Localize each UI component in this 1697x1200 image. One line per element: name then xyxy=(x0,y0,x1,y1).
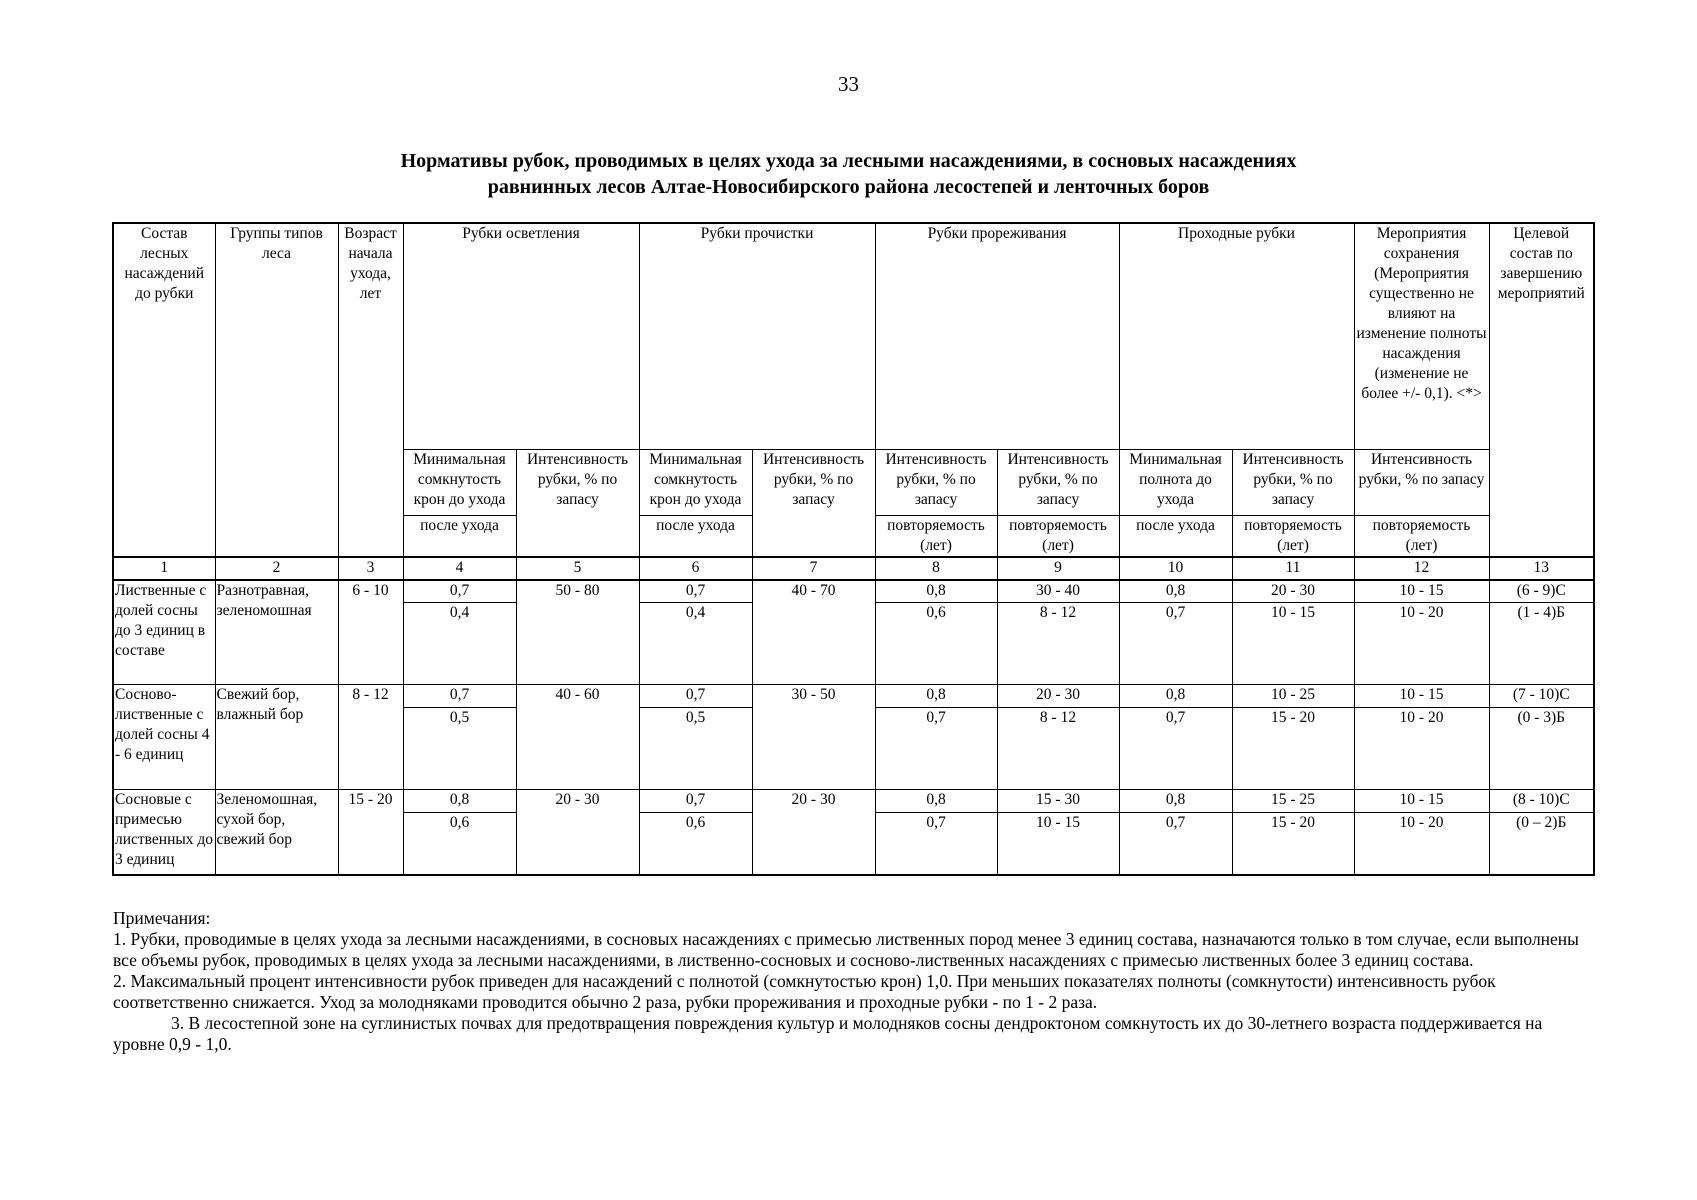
value-cell: 0,4 xyxy=(403,603,516,685)
value-cell: 50 - 80 xyxy=(516,580,639,603)
notes-heading: Примечания: xyxy=(113,908,211,928)
value-cell xyxy=(516,813,639,875)
col-number: 5 xyxy=(516,557,639,580)
col-number: 2 xyxy=(215,557,338,580)
value-cell: 0,8 xyxy=(875,685,997,708)
age-cell: 8 - 12 xyxy=(338,685,403,708)
header-row-1 xyxy=(113,223,1594,449)
composition-cell: Сосново-лиственные с долей сосны 4 - 6 единиц xyxy=(113,685,215,790)
value-cell: 0,6 xyxy=(403,813,516,875)
sub-intens-3: Интенсивность рубки, % по запасу xyxy=(875,449,997,515)
col-number: 8 xyxy=(875,557,997,580)
page-number: 33 xyxy=(838,72,859,96)
value-cell: 0,7 xyxy=(403,685,516,708)
sub-min-polnota: Минимальная полнота до ухода xyxy=(1119,449,1232,515)
value-cell: 20 - 30 xyxy=(752,790,875,813)
col-number: 3 xyxy=(338,557,403,580)
value-cell: (1 - 4)Б xyxy=(1489,603,1594,685)
notes-section xyxy=(113,908,1593,1055)
header-osvetlenie: Рубки осветления xyxy=(403,223,639,449)
age-cell: 15 - 20 xyxy=(338,790,403,813)
table-row xyxy=(113,790,1594,813)
value-cell: 0,5 xyxy=(639,708,752,790)
value-cell: 0,7 xyxy=(1119,603,1232,685)
value-cell: 10 - 15 xyxy=(1354,790,1489,813)
col-number: 9 xyxy=(997,557,1119,580)
sub-povtor-2: повторяемость (лет) xyxy=(997,515,1119,557)
value-cell: (8 - 10)С xyxy=(1489,790,1594,813)
value-cell: 20 - 30 xyxy=(997,685,1119,708)
col-number: 4 xyxy=(403,557,516,580)
header-composition: Состав лесных насаждений до рубки xyxy=(113,223,215,557)
sub-posle-3: после ухода xyxy=(1119,515,1232,557)
value-cell xyxy=(752,813,875,875)
sub-posle-2: после ухода xyxy=(639,515,752,557)
age-cell-empty xyxy=(338,813,403,875)
value-cell: 0,6 xyxy=(875,603,997,685)
header-tselevoy: Целевой состав по завершению мероприятий xyxy=(1489,223,1594,557)
sub-min-somk-2: Минимальная сомкнутость крон до ухода xyxy=(639,449,752,515)
forest-types-cell: Зеленомошная, сухой бор, свежий бор xyxy=(215,790,338,875)
value-cell: 0,7 xyxy=(639,580,752,603)
forest-types-cell: Разнотравная, зеленомошная xyxy=(215,580,338,685)
value-cell: 0,8 xyxy=(1119,790,1232,813)
title-line-2: равнинных лесов Алтае-Новосибирского района лесостепей и ленточных боров xyxy=(487,176,1210,198)
value-cell: 0,7 xyxy=(403,580,516,603)
col-number: 10 xyxy=(1119,557,1232,580)
value-cell: (6 - 9)С xyxy=(1489,580,1594,603)
value-cell: 10 - 20 xyxy=(1354,708,1489,790)
value-cell: 30 - 40 xyxy=(997,580,1119,603)
note-3: 3. В лесостепной зоне на суглинистых почвах для предотвращения повреждения культур и молодняков сосны дендроктоном сомкнутость их до 30-летнего возраста поддерживается на уровне 0,9 - 1,0. xyxy=(113,1013,1543,1054)
header-meropriyatiya: Мероприятия сохранения (Мероприятия существенно не влияют на изменение полноты насаждения (изменение не более +/- 0,1). <*> xyxy=(1354,223,1489,449)
document-title xyxy=(140,148,1557,200)
value-cell xyxy=(752,708,875,790)
sub-povtor-4: повторяемость (лет) xyxy=(1354,515,1489,557)
sub-intens-5: Интенсивность рубки, % по запасу xyxy=(1232,449,1354,515)
value-cell: (7 - 10)С xyxy=(1489,685,1594,708)
value-cell: 10 - 15 xyxy=(997,813,1119,875)
value-cell: 8 - 12 xyxy=(997,708,1119,790)
value-cell: 10 - 20 xyxy=(1354,813,1489,875)
value-cell: 15 - 20 xyxy=(1232,813,1354,875)
col-number: 1 xyxy=(113,557,215,580)
header-prochistki: Рубки прочистки xyxy=(639,223,875,449)
value-cell: 10 - 20 xyxy=(1354,603,1489,685)
col-number: 12 xyxy=(1354,557,1489,580)
value-cell: (0 – 2)Б xyxy=(1489,813,1594,875)
value-cell: (0 - 3)Б xyxy=(1489,708,1594,790)
value-cell: 0,8 xyxy=(875,790,997,813)
value-cell: 0,7 xyxy=(1119,708,1232,790)
sub-min-somk-1: Минимальная сомкнутость крон до ухода xyxy=(403,449,516,515)
header-prokhodnye: Проходные рубки xyxy=(1119,223,1354,449)
value-cell: 0,4 xyxy=(639,603,752,685)
sub-povtor-1: повторяемость (лет) xyxy=(875,515,997,557)
header-prorezhivanie: Рубки прореживания xyxy=(875,223,1119,449)
forest-types-cell: Свежий бор, влажный бор xyxy=(215,685,338,790)
value-cell: 0,7 xyxy=(875,708,997,790)
value-cell: 10 - 15 xyxy=(1354,580,1489,603)
value-cell: 15 - 30 xyxy=(997,790,1119,813)
value-cell: 10 - 25 xyxy=(1232,685,1354,708)
col-number: 7 xyxy=(752,557,875,580)
sub-intens-2: Интенсивность рубки, % по запасу xyxy=(752,449,875,557)
header-forest-types: Группы типов леса xyxy=(215,223,338,557)
value-cell: 10 - 15 xyxy=(1354,685,1489,708)
composition-cell: Лиственные с долей сосны до 3 единиц в составе xyxy=(113,580,215,685)
sub-intens-4: Интенсивность рубки, % по запасу xyxy=(997,449,1119,515)
value-cell xyxy=(516,708,639,790)
sub-intens-6: Интенсивность рубки, % по запасу xyxy=(1354,449,1489,515)
col-number: 6 xyxy=(639,557,752,580)
title-line-1: Нормативы рубок, проводимых в целях ухода за лесными насаждениями, в сосновых насаждениях xyxy=(400,150,1297,172)
col-number: 11 xyxy=(1232,557,1354,580)
value-cell: 0,8 xyxy=(1119,580,1232,603)
header-age: Возраст начала ухода, лет xyxy=(338,223,403,557)
note-1: 1. Рубки, проводимые в целях ухода за лесными насаждениями, в сосновых насаждениях с примесью лиственных пород менее 3 единиц состава, назначаются только в том случае, если выполнены все объемы рубок, проводимых в целях ухода за лесными насаждениями, в лиственно-сосновых и сосново-лиственных насаждениях с примесью лиственных более 3 единиц состава. xyxy=(113,929,1579,970)
value-cell: 0,7 xyxy=(875,813,997,875)
value-cell: 40 - 70 xyxy=(752,580,875,603)
sub-posle-1: после ухода xyxy=(403,515,516,557)
table-row xyxy=(113,685,1594,708)
value-cell: 40 - 60 xyxy=(516,685,639,708)
note-2: 2. Максимальный процент интенсивности рубок приведен для насаждений с полнотой (сомкнутостью крон) 1,0. При меньших показателях полноты (сомкнутости) интенсивность рубок соответственно снижается. Уход за молодняками проводится обычно 2 раза, рубки прореживания и проходные рубки - по 1 - 2 раза. xyxy=(113,971,1496,1012)
value-cell: 0,5 xyxy=(403,708,516,790)
sub-povtor-3: повторяемость (лет) xyxy=(1232,515,1354,557)
value-cell: 8 - 12 xyxy=(997,603,1119,685)
age-cell-empty xyxy=(338,708,403,790)
value-cell: 15 - 25 xyxy=(1232,790,1354,813)
value-cell: 15 - 20 xyxy=(1232,708,1354,790)
value-cell: 20 - 30 xyxy=(516,790,639,813)
age-cell-empty xyxy=(338,603,403,685)
value-cell: 0,8 xyxy=(875,580,997,603)
age-cell: 6 - 10 xyxy=(338,580,403,603)
column-numbers-row xyxy=(113,557,1594,580)
sub-intens-1: Интенсивность рубки, % по запасу xyxy=(516,449,639,557)
norms-table xyxy=(112,222,1595,876)
value-cell: 0,8 xyxy=(1119,685,1232,708)
value-cell: 10 - 15 xyxy=(1232,603,1354,685)
table-row xyxy=(113,580,1594,603)
value-cell: 30 - 50 xyxy=(752,685,875,708)
value-cell: 0,6 xyxy=(639,813,752,875)
value-cell: 0,7 xyxy=(639,790,752,813)
value-cell: 0,8 xyxy=(403,790,516,813)
col-number: 13 xyxy=(1489,557,1594,580)
value-cell: 0,7 xyxy=(1119,813,1232,875)
value-cell xyxy=(516,603,639,685)
value-cell xyxy=(752,603,875,685)
value-cell: 0,7 xyxy=(639,685,752,708)
value-cell: 20 - 30 xyxy=(1232,580,1354,603)
composition-cell: Сосновые с примесью лиственных до 3 единиц xyxy=(113,790,215,875)
